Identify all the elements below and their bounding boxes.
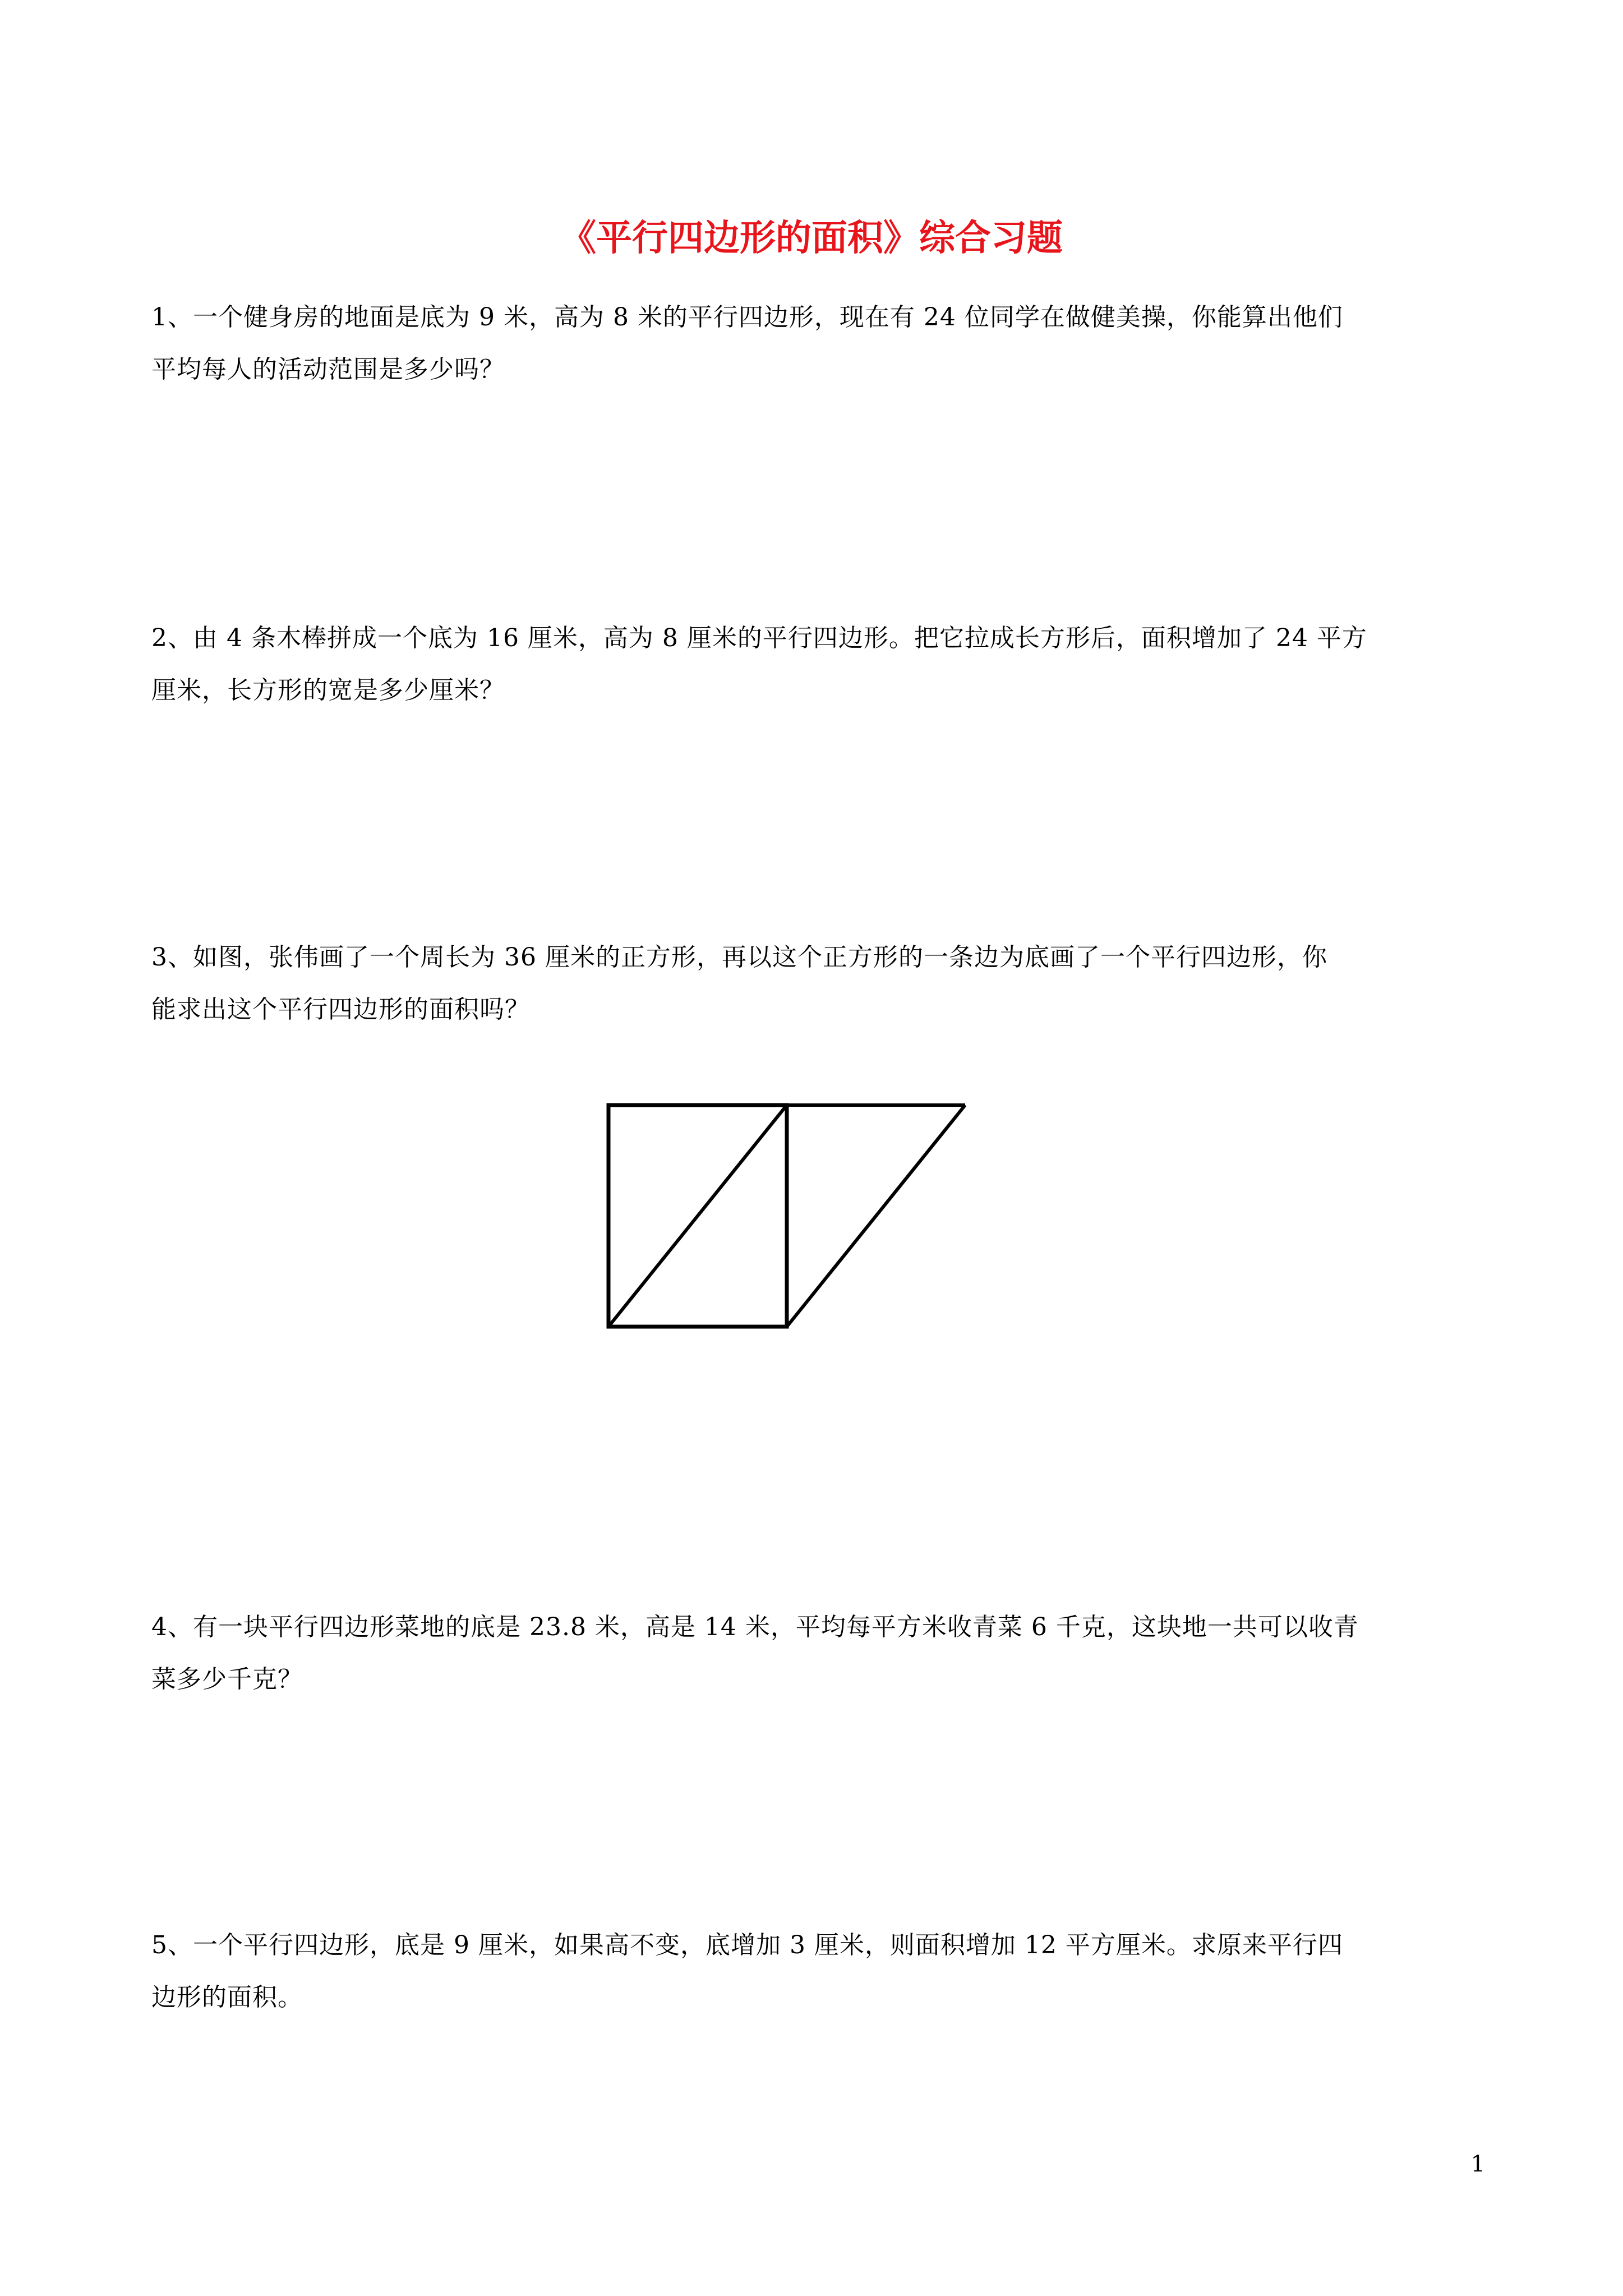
question-5 xyxy=(151,1925,1486,2030)
question-4 xyxy=(151,1607,1486,1711)
question-3-line-2: 能求出这个平行四边形的面积吗？ xyxy=(151,995,530,1024)
question-4-line-1: 4、有一块平行四边形菜地的底是 23.8 米，高是 14 米，平均每平方米收青菜 6 千克，这块地一共可以收青 xyxy=(151,1613,1359,1641)
question-3-line-1: 3、如图，张伟画了一个周长为 36 厘米的正方形，再以这个正方形的一条边为底画了一个平行四边形，你 xyxy=(151,943,1327,972)
question-2-line-1: 2、由 4 条木棒拼成一个底为 16 厘米，高为 8 厘米的平行四边形。把它拉成长方形后，面积增加了 24 平方 xyxy=(151,624,1367,652)
question-1-line-1: 1、一个健身房的地面是底为 9 米，高为 8 米的平行四边形，现在有 24 位同学在做健美操，你能算出他们 xyxy=(151,303,1343,332)
square-diagonal xyxy=(608,1105,787,1327)
page-number: 1 xyxy=(1470,2151,1485,2177)
question-5-line-2: 边形的面积。 xyxy=(151,1983,303,2012)
question-2-line-2: 厘米，长方形的宽是多少厘米？ xyxy=(151,676,505,705)
square-parallelogram-figure xyxy=(600,1097,981,1338)
question-1 xyxy=(151,297,1486,402)
question-3 xyxy=(151,937,1486,1042)
question-4-line-2: 菜多少千克？ xyxy=(151,1665,303,1694)
question-1-line-2: 平均每人的活动范围是多少吗？ xyxy=(151,355,505,384)
question-2 xyxy=(151,618,1486,723)
document-title: 《平行四边形的面积》综合习题 xyxy=(560,218,1063,259)
parallelogram-slant-edge xyxy=(787,1105,965,1327)
question-5-line-1: 5、一个平行四边形，底是 9 厘米，如果高不变，底增加 3 厘米，则面积增加 12 平方厘米。求原来平行四 xyxy=(151,1931,1343,1959)
